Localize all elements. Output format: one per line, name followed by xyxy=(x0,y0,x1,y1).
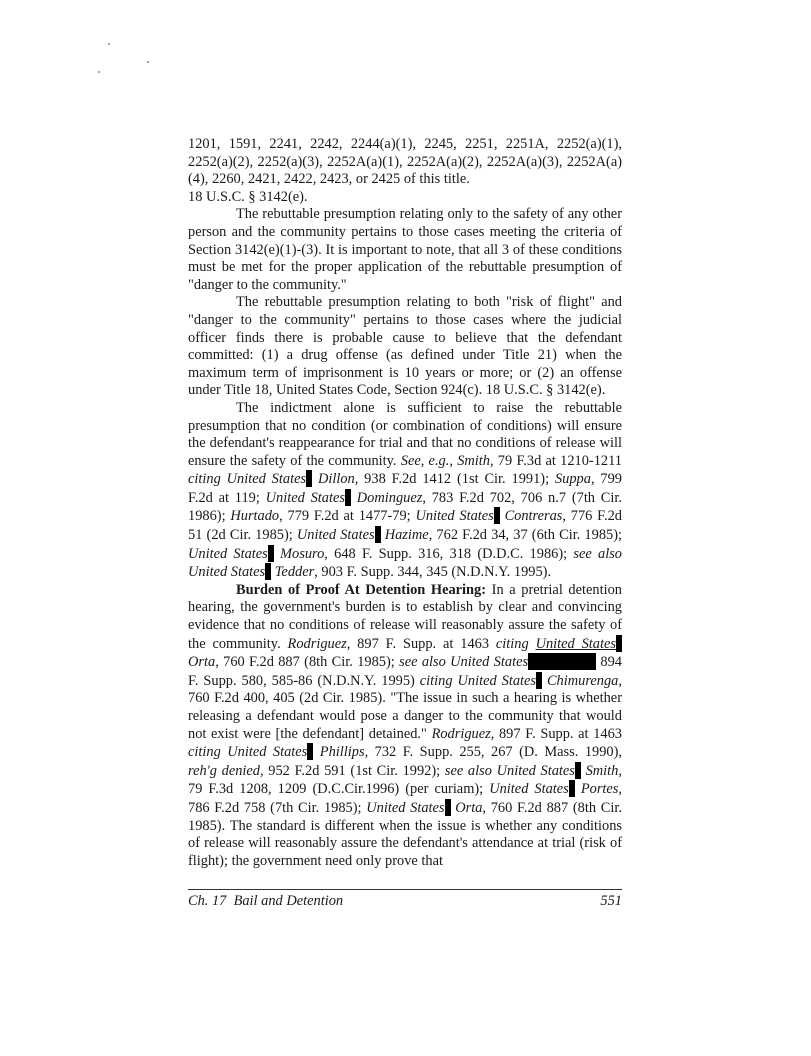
statute-list-paragraph xyxy=(188,136,622,189)
case-citation: Rodriguez xyxy=(287,635,347,652)
scan-speck xyxy=(108,43,110,45)
case-citation: Orta xyxy=(188,654,216,671)
paragraph-safety-presumption xyxy=(188,206,622,294)
case-citation: Portes xyxy=(580,781,619,798)
case-citation: see also United States xyxy=(188,545,622,581)
case-citation: Hurtado xyxy=(230,508,280,525)
case-citation: Tedder xyxy=(274,564,315,581)
text-run: , 776 F.2d 51 (2d Cir. 1985); xyxy=(188,508,622,544)
text-run: , 79 F.3d at 1210-1211 xyxy=(489,452,622,469)
case-citation: United States xyxy=(415,508,494,525)
text-run: In a pretrial detention hearing, the government's burden is to establish by clear and convincing evidence that no conditions of release will reasonably assure the safety of the community. xyxy=(188,581,622,652)
text-run: , xyxy=(449,452,458,469)
case-citation: reh'g denied xyxy=(188,762,260,779)
paragraph-flight-danger-presumption xyxy=(188,294,622,400)
case-citation: United States xyxy=(366,799,445,816)
paragraph-indictment xyxy=(188,400,622,582)
redaction-block xyxy=(575,762,581,779)
redaction-block xyxy=(528,653,596,670)
case-citation: Dillon xyxy=(317,471,355,488)
text-run: , 786 F.2d 758 (7th Cir. 1985); xyxy=(188,781,623,816)
text-run: , 897 F. Supp. at 1463 xyxy=(346,635,496,652)
case-citation: citing United States xyxy=(188,744,308,761)
text-run: The rebuttable presumption relating to both "risk of flight" and "danger to the community" pertains to those cases where the judicial officer finds there is probable cause to believe that the defendant committed: (1) a drug offense (as defined under Title 21) when the maximum term of imprisonment is 10 years or more; or (2) an offense under Title 18, United States Code, Section 924(c). 18 U.S.C. § 3142(e). xyxy=(188,294,622,399)
scan-speck xyxy=(147,61,149,63)
case-citation: citing United States xyxy=(188,471,307,488)
case-citation: Smith xyxy=(457,452,490,469)
case-citation: citing United States xyxy=(419,672,536,689)
text-run: , 897 F. Supp. at 1463 xyxy=(490,725,622,742)
case-citation: United States xyxy=(188,545,268,562)
text-run: , 783 F.2d 702, 706 n.7 (7th Cir. 1986); xyxy=(188,489,622,525)
text-run: , 79 F.3d 1208, 1209 (D.C.Cir.1996) (per curiam); xyxy=(188,762,622,798)
redaction-block xyxy=(569,780,575,797)
text-run: , 648 F. Supp. 316, 318 (D.D.C. 1986); xyxy=(324,545,574,562)
case-citation: citing xyxy=(495,635,529,652)
case-citation: Rodriguez xyxy=(431,725,491,742)
case-citation: Phillips xyxy=(319,744,365,761)
text-run: , 760 F.2d 887 (8th Cir. 1985). The standard is different when the issue is whether any conditions of release will reasonably assure the defendant's attendance at trial (risk of flight); the government need only prove that xyxy=(188,799,622,869)
case-citation: United States xyxy=(296,527,375,544)
text-run: 894 F. Supp. 580, 585-86 (N.D.N.Y. 1995) xyxy=(188,654,622,689)
text-run: , 799 F.2d at 119; xyxy=(188,471,623,506)
redaction-block xyxy=(494,507,500,524)
text-run: , 779 F.2d at 1477-79; xyxy=(279,508,416,525)
page-number: 551 xyxy=(600,893,622,909)
redaction-block xyxy=(268,545,274,562)
redaction-block xyxy=(375,526,381,543)
text-run: The rebuttable presumption relating only to the safety of any other person and the community pertains to those cases meeting the criteria of Section 3142(e)(1)-(3). It is important to note, that all 3 of these conditions must be met for the proper application of the rebuttable presumption of "danger to the community." xyxy=(188,206,622,293)
page-footer xyxy=(188,889,622,910)
section-heading: Burden of Proof At Detention Hearing: xyxy=(236,581,487,598)
case-citation: Dominguez xyxy=(356,489,423,506)
case-citation: United States xyxy=(265,489,345,506)
footer-chapter-title: Ch. 17 Bail and Detention xyxy=(188,893,344,909)
text-run: , 760 F.2d 887 (8th Cir. 1985); xyxy=(215,654,400,671)
text-run: , 903 F. Supp. 344, 345 (N.D.N.Y. 1995). xyxy=(314,564,552,581)
case-citation: United States xyxy=(535,635,616,652)
case-citation: See, e.g. xyxy=(400,452,450,469)
redaction-block xyxy=(616,635,622,652)
page-body xyxy=(188,136,622,870)
case-citation: Contreras xyxy=(504,508,563,525)
case-citation: see also United States xyxy=(444,762,575,779)
case-citation: Smith xyxy=(585,762,619,779)
case-citation: Suppa xyxy=(554,471,591,488)
scan-speck xyxy=(98,71,100,73)
case-citation: Chimurenga xyxy=(546,672,619,689)
text-run: , 760 F.2d 400, 405 (2d Cir. 1985). "The issue in such a hearing is whether releasing a defendant would pose a danger to the community that would not exist were [the defendant] detained." xyxy=(188,672,622,742)
paragraph-burden-of-proof xyxy=(188,582,622,871)
case-citation: Mosuro xyxy=(280,545,325,562)
citation-line xyxy=(188,189,622,207)
text-run: , 952 F.2d 591 (1st Cir. 1992); xyxy=(259,762,445,779)
case-citation: see also United States xyxy=(399,654,529,671)
text-run: The indictment alone is sufficient to raise the rebuttable presumption that no condition (or combination of conditions) will ensure the defendant's reappearance for trial and that no conditions of release will ensure the safety of the community. xyxy=(188,399,622,469)
text-run: , 938 F.2d 1412 (1st Cir. 1991); xyxy=(354,471,555,488)
text-run: 1201, 1591, 2241, 2242, 2244(a)(1), 2245, 2251, 2251A, 2252(a)(1), 2252(a)(2), 2252(a)(3), 2252A(a)(1), 2252A(a)(2), 2252A(a)(3), 2252A(a)(4), 2260, 2421, 2422, 2423, or 2425 of this title. xyxy=(188,136,622,188)
text-run: , 732 F. Supp. 255, 267 (D. Mass. 1990), xyxy=(364,744,622,761)
case-citation: United States xyxy=(489,781,569,798)
redaction-block xyxy=(445,799,451,816)
text-run: 18 U.S.C. § 3142(e). xyxy=(188,188,308,205)
case-citation: Orta xyxy=(455,799,483,816)
case-citation: Hazime xyxy=(384,527,429,544)
text-run xyxy=(529,636,536,652)
text-run: , 762 F.2d 34, 37 (6th Cir. 1985); xyxy=(428,527,622,544)
